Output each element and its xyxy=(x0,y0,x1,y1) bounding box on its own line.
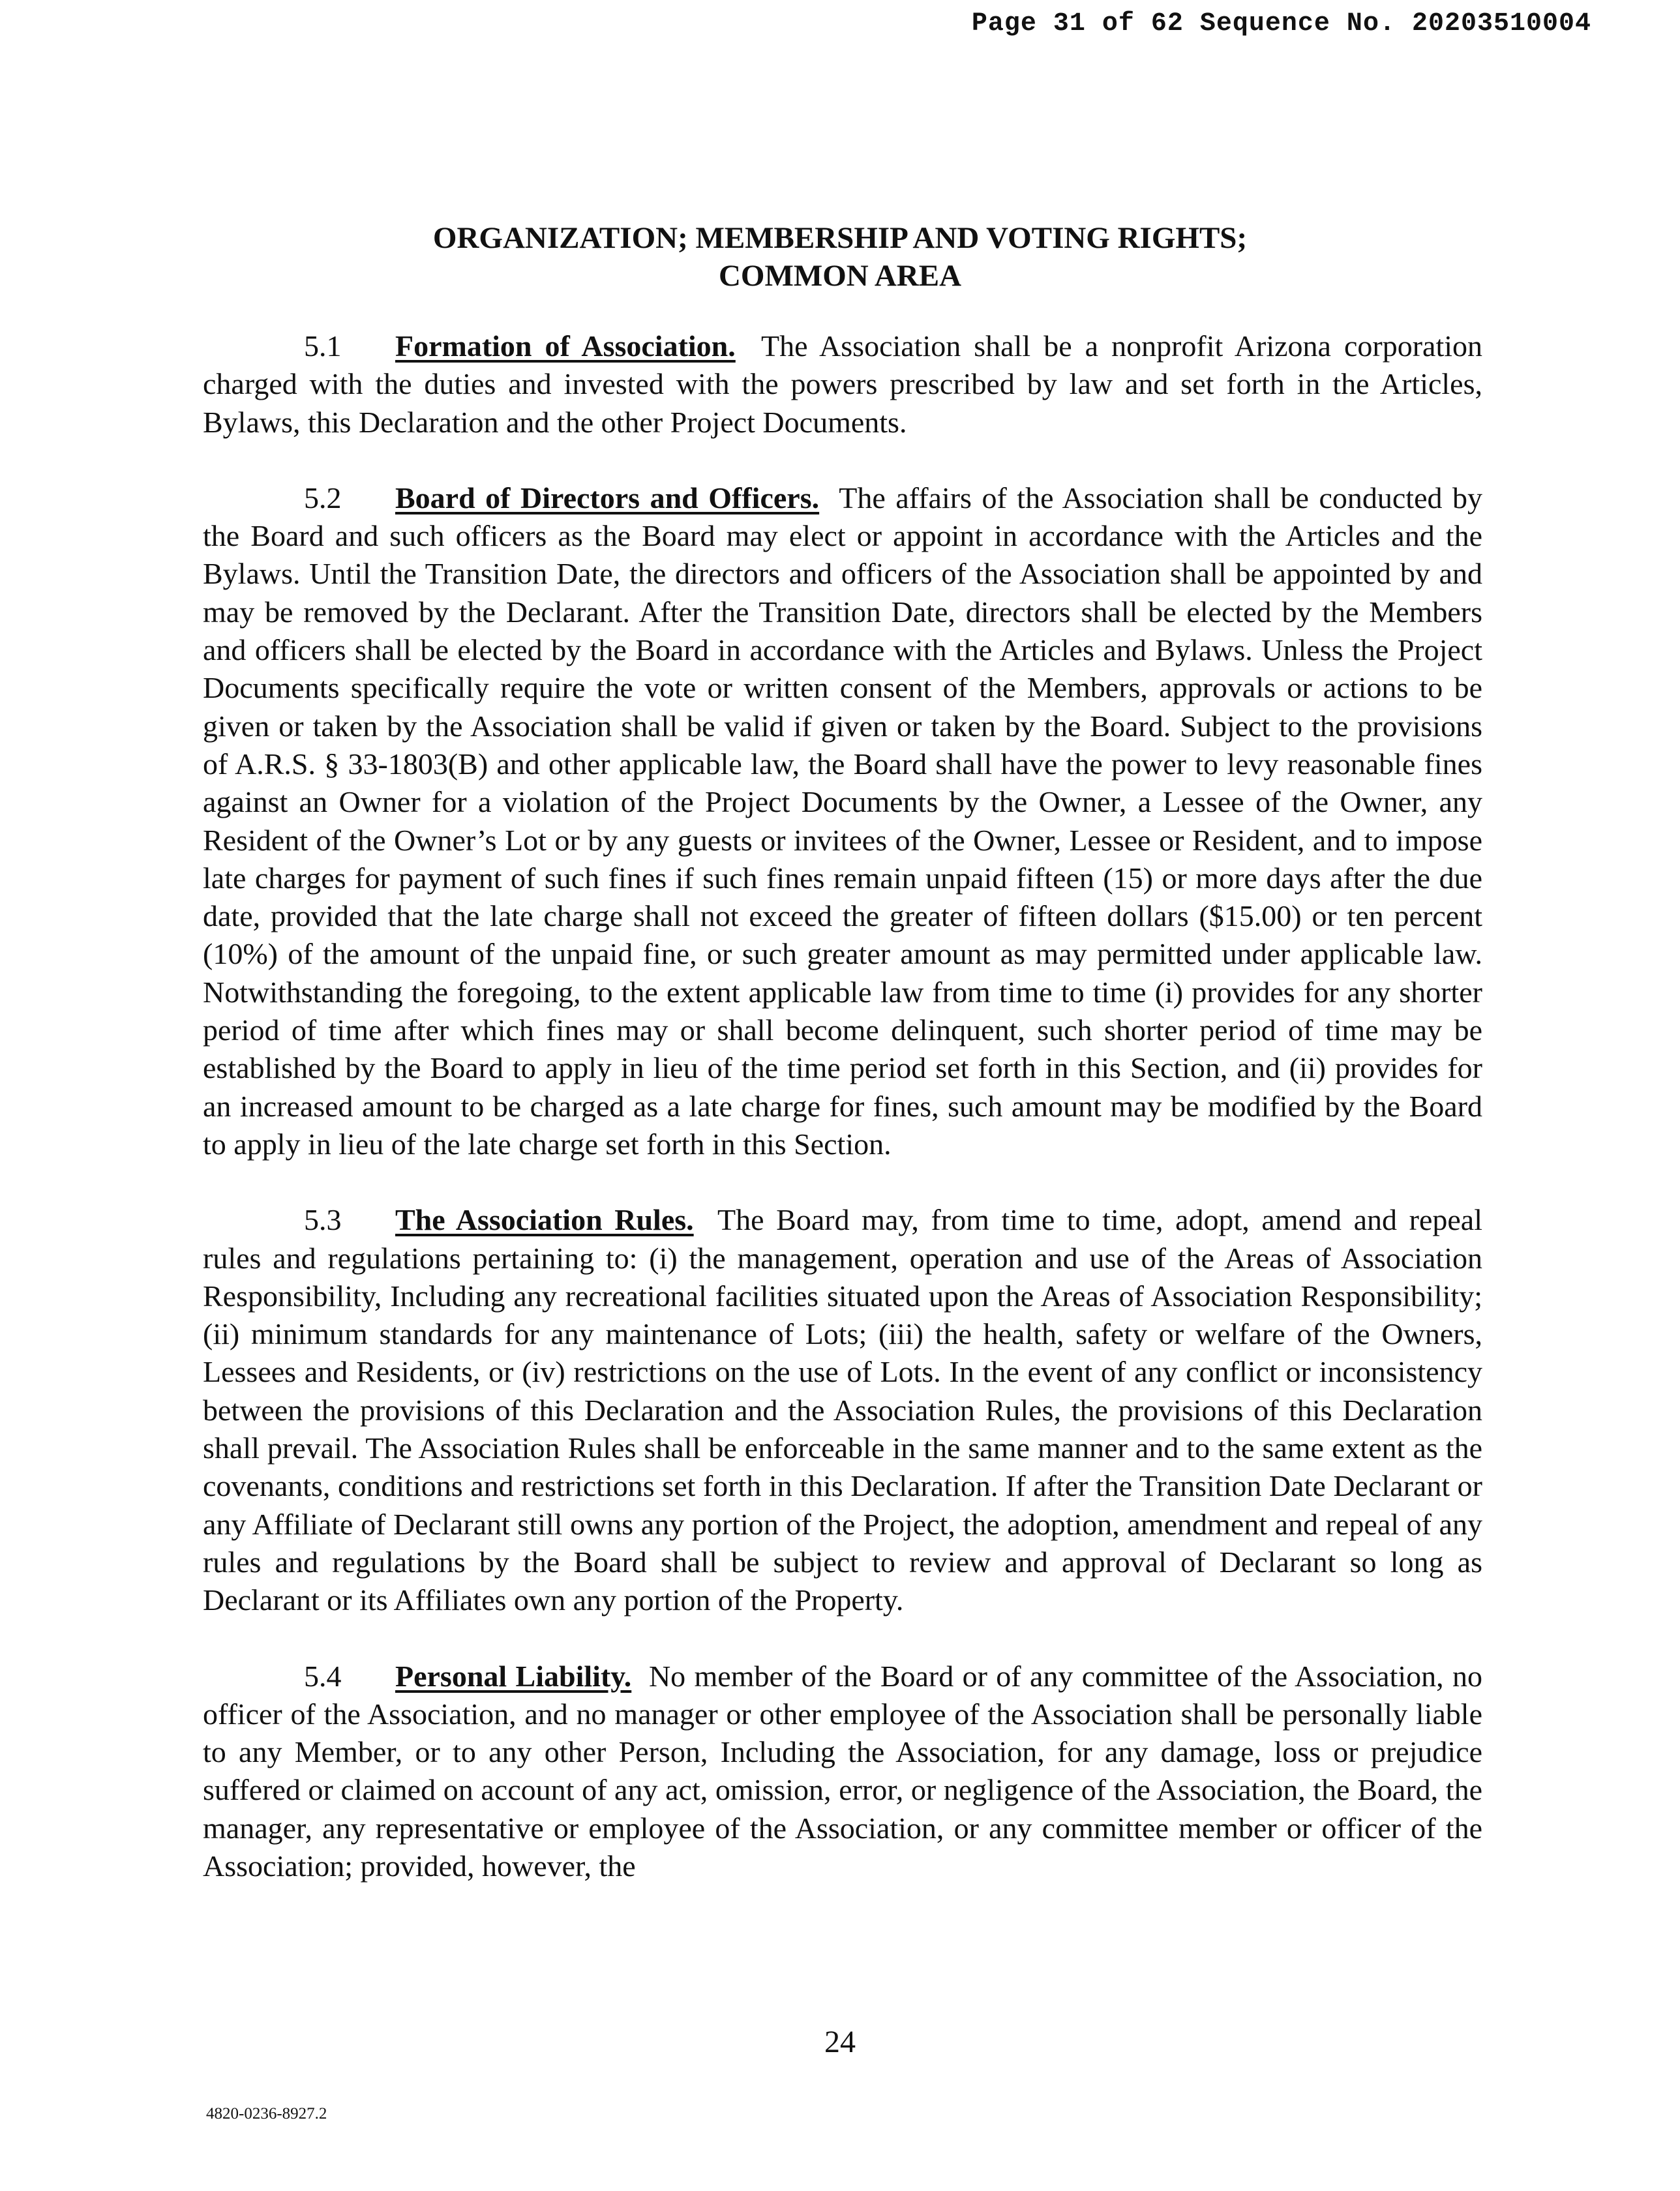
section-title: Personal Liability. xyxy=(395,1659,632,1693)
section-title: Board of Directors and Officers. xyxy=(395,481,820,514)
section-number: 5.1 xyxy=(304,329,342,363)
section-text: No member of the Board or of any committee of the Association, no officer of the Association, and no manager or other employee of the Association shall be personally liable to any Member, or to any other Person, Including the Association, for any damage, loss or prejudice suffered or claimed on account of any act, omission, error, or negligence of the Association, the Board, the manager, any representative or employee of the Association, or any committee member or officer of the Association; provided, however, the xyxy=(203,1659,1482,1883)
section-number: 5.3 xyxy=(304,1203,342,1237)
section-title: Formation of Association. xyxy=(395,329,736,363)
section-number: 5.2 xyxy=(304,481,342,514)
section-text: The Association shall be a nonprofit Arizona corporation charged with the duties and invested with the powers prescribed by law and set forth in the Articles, Bylaws, this Declaration and the other Project Documents. xyxy=(203,329,1483,439)
article-title-line: COMMON AREA xyxy=(718,259,962,293)
section-number: 5.4 xyxy=(304,1659,342,1693)
page-number: 24 xyxy=(824,2025,856,2059)
section-text: The affairs of the Association shall be conducted by the Board and such officers as the Board may elect or appoint in accordance with the Articles and the Bylaws. Until the Transition Date, the directors and officers of the Association shall be appointed by and may be removed by the Declarant. After the Transition Date, directors shall be elected by the Members and officers shall be elected by the Board in accordance with the Articles and Bylaws. Unless the Project Documents specifically require the vote or written consent of the Members, approvals or actions to be given or taken by the Association shall be valid if given or taken by the Board. Subject to the provisions of A.R.S. § 33-1803(B) and other applicable law, the Board shall have the power to levy reasonable fines against an Owner for a violation of the Project Documents by the Owner, a Lessee of the Owner, any Resident of the Owner’s Lot or by any guests or invitees of the Owner, Lessee or Resident, and to impose late charges for payment of such fines if such fines remain unpaid fifteen (15) or more days after the due date, provided that the late charge shall not exceed the greater of fifteen dollars ($15.00) or ten percent (10%) of the amount of the unpaid fine, or such greater amount as may permitted under applicable law. Notwithstanding the foregoing, to the extent applicable law from time to time (i) provides for any shorter period of time after which fines may or shall become delinquent, such shorter period of time may be established by the Board to apply in lieu of the time period set forth in this Section, and (ii) provides for an increased amount to be charged as a late charge for fines, such amount may be modified by the Board to apply in lieu of the late charge set forth in this Section. xyxy=(203,481,1482,1161)
section-5-4 xyxy=(203,1658,1482,1886)
article-title xyxy=(0,219,1680,295)
section-5-1 xyxy=(203,327,1482,441)
section-5-3 xyxy=(203,1201,1482,1619)
article-title-line: ORGANIZATION; MEMBERSHIP AND VOTING RIGHTS; xyxy=(432,221,1248,255)
section-title: The Association Rules. xyxy=(395,1203,694,1237)
section-text: The Board may, from time to time, adopt, amend and repeal rules and regulations pertaining to: (i) the management, operation and use of the Areas of Association Responsibility, Including any recreational facilities situated upon the Areas of Association Responsibility; (ii) minimum standards for any maintenance of Lots; (iii) the health, safety or welfare of the Owners, Lessees and Residents, or (iv) restrictions on the use of Lots. In the event of any conflict or inconsistency between the provisions of this Declaration and the Association Rules, the provisions of this Declaration shall prevail. The Association Rules shall be enforceable in the same manner and to the same extent as the covenants, conditions and restrictions set forth in this Declaration. If after the Transition Date Declarant or any Affiliate of Declarant still owns any portion of the Project, the adoption, amendment and repeal of any rules and regulations by the Board shall be subject to review and approval of Declarant so long as Declarant or its Affiliates own any portion of the Property. xyxy=(203,1203,1482,1617)
page-sequence-header: Page 31 of 62 Sequence No. 20203510004 xyxy=(971,9,1591,38)
document-id: 4820-0236-8927.2 xyxy=(206,2105,327,2123)
document-body xyxy=(203,327,1482,1923)
section-5-2 xyxy=(203,479,1482,1163)
